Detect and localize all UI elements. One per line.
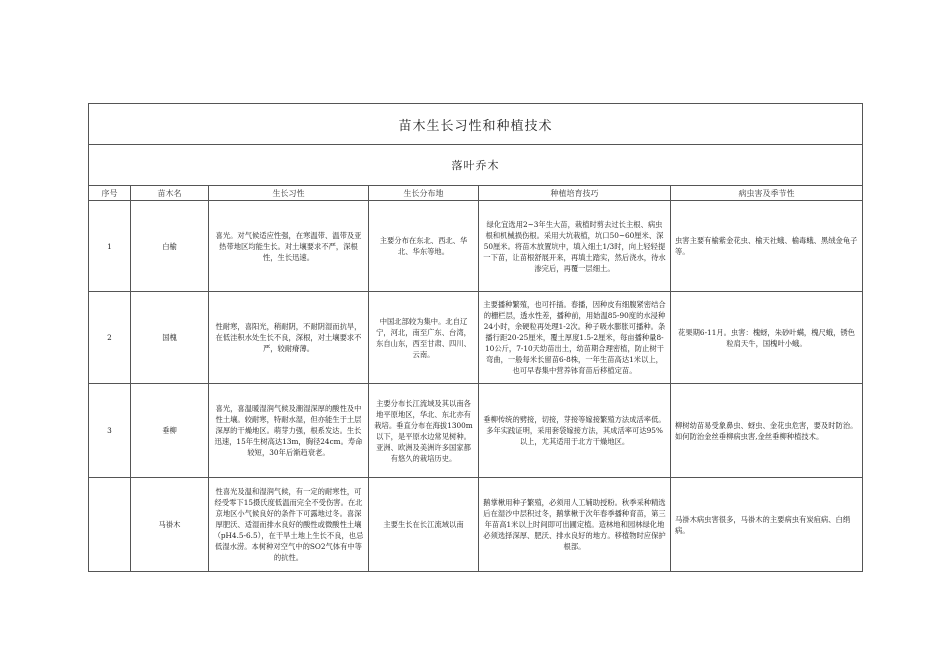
- row-no: [89, 478, 131, 572]
- row-habit: 喜光，喜温暖湿润气候及潮湿深厚的酸性及中性土壤。较耐寒，特耐水湿，但亦能生于土层深厚的干燥地区。萌芽力强，根系发达。生长迅速，15年生树高达13m，胸径24cm。寿命较短，30年后渐趋衰老。: [214, 404, 363, 457]
- row-distribution: 主要分布在东北、西北、华北、华东等地。: [379, 236, 468, 256]
- row-distribution: 主要生长在长江流域以南: [383, 520, 464, 529]
- row-distribution: 中国北部较为集中。北自辽宁，河北，南至广东、台湾，东自山东，西至甘肃、四川、云南。: [376, 316, 471, 359]
- row-distribution: 主要分布长江流域及其以南各地平原地区，华北、东北亦有栽培。垂直分布在海拔1300m以下，是平原水边常见树种。亚洲、欧洲及美洲许多国家都有悠久的栽培历史。: [374, 398, 473, 463]
- document-title: 苗木生长习性和种植技术: [89, 104, 863, 145]
- row-habit: 性耐寒，喜阳光，稍耐阴，不耐阴湿而抗旱，在低洼积水处生长不良，深根，对土壤要求不严，较耐瘠薄。: [215, 322, 362, 353]
- spreadsheet: [88, 103, 862, 572]
- row-technique: 垂柳传统的劈接，切接，芽接等嫁接繁殖方法成活率低。多年实践证明，采用套袋嫁接方法，其成活率可达95%以上，尤其适用于北方干燥地区。: [483, 415, 666, 446]
- row-no: 2: [89, 292, 131, 384]
- row-technique: 绿化宜选用2~3年生大苗，栽植时剪去过长主根、病虫根和机械损伤根。采用大坑栽植，坑口50~60厘米、深50厘米。将苗木放置坑中，填入细土1/3时，向上轻轻提一下苗，让苗根舒展开来，再填土踏实，然后浇水，待水渗完后，再覆一层细土。: [483, 219, 666, 273]
- header-distribution: 生长分布地: [369, 186, 479, 201]
- header-row: [89, 186, 863, 201]
- row-name: 垂柳: [131, 384, 209, 478]
- row-name: 白榆: [131, 201, 209, 292]
- row-pests: 马褂木病虫害很多，马褂木的主要病虫有炭疽病、白绢病。: [675, 514, 851, 535]
- row-pests: 柳树幼苗易受象鼻虫、蚜虫、金花虫危害，要及时防治。如何防治金丝垂柳病虫害,金丝垂柳种植技术。: [675, 420, 858, 441]
- table-row: [89, 384, 863, 478]
- plant-table: [88, 103, 863, 572]
- table-row: [89, 478, 863, 572]
- row-no: 1: [89, 201, 131, 292]
- row-pests: 虫害主要有榆紫金花虫、榆天社蛾、榆毒蛾、黑绒金龟子等。: [675, 236, 858, 256]
- row-habit: 性喜光及温和湿润气候，有一定的耐寒性，可经受零下15摄氏度低温而完全不受伤害。在北京地区小气候良好的条件下可露地过冬。喜深厚肥沃、适湿而排水良好的酸性或微酸性土壤（pH4.5-6.5），在干旱土地上生长不良，也忌低湿水涝。本树种对空气中的SO2气体有中等的抗性。: [213, 487, 364, 562]
- section-title: 落叶乔木: [89, 145, 863, 186]
- row-pests: 花果期6-11月。虫害：槐蚜，朱砂叶螨，槐尺蛾，锈色粒肩天牛，国槐叶小蛾。: [678, 327, 855, 348]
- row-habit: 喜光。对气候适应性强，在寒温带、温带及亚热带地区均能生长。对土壤要求不严，深根性，生长迅速。: [215, 230, 362, 262]
- row-no: 3: [89, 384, 131, 478]
- row-name: 马褂木: [131, 478, 209, 572]
- row-technique: 主要播种繁殖，也可扦插。春播，因种皮有细腹紧密结合的栅栏层，透水性差，播种前，用始温85-90度的水浸种24小时，余硬粒再处理1-2次。种子吸水膨胀可播种。条播行距20-25厘米，覆土厚度1.5-2厘米，每亩播种量8-10公斤，7-10天幼苗出土，幼苗期合理密植，防止树干弯曲，一般每米长留苗6-8株，一年生苗高达1米以上，也可早春集中营养钵育苗后移植定苗。: [483, 300, 666, 375]
- header-no: 序号: [89, 186, 131, 201]
- table-row: [89, 201, 863, 292]
- table-row: [89, 292, 863, 384]
- header-technique: 种植培育技巧: [479, 186, 671, 201]
- header-name: 苗木名: [131, 186, 209, 201]
- row-technique: 鹅掌楸用种子繁殖，必须用人工辅助授粉。秋季采种精选后在湿沙中层积过冬，鹅掌楸于次年春季播种育苗，第三年苗高1米以上时间即可出圃定植。造林地和园林绿化地必须选择深厚、肥沃、排水良好的地方。移植物时应保护根部。: [483, 498, 666, 551]
- header-habit: 生长习性: [209, 186, 369, 201]
- row-name: 国槐: [131, 292, 209, 384]
- header-pests: 病虫害及季节性: [671, 186, 863, 201]
